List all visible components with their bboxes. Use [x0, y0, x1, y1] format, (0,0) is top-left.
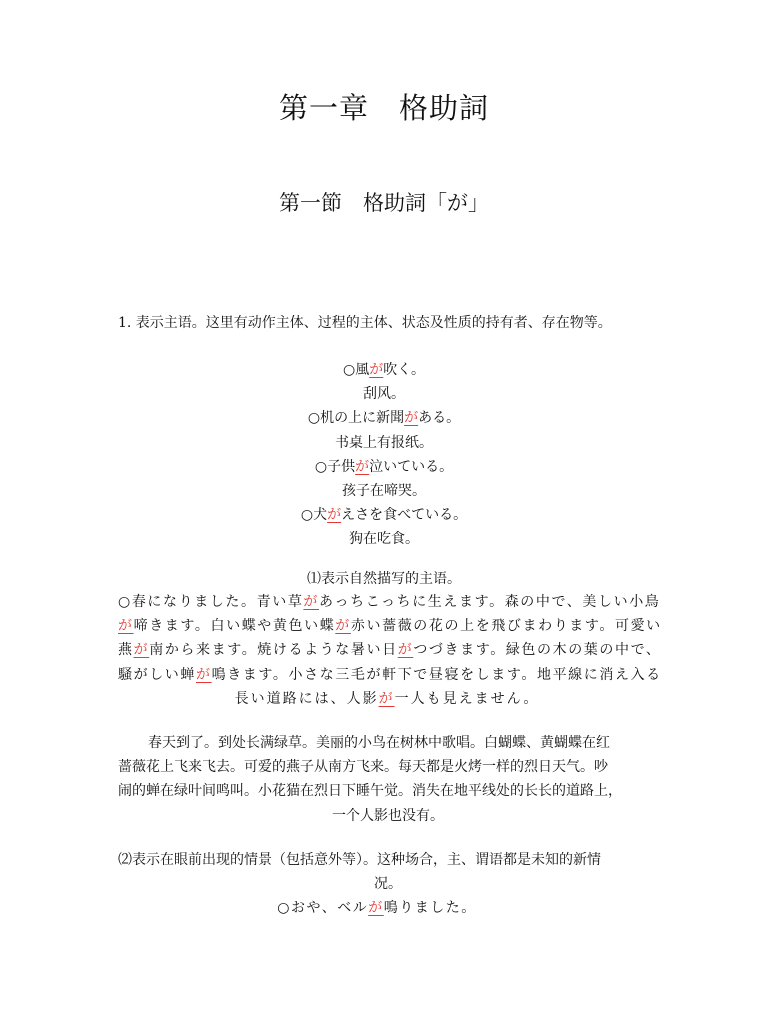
example-zh: 刮风。 [363, 386, 405, 403]
ga-particle: が [397, 642, 414, 659]
passage-line: ○春になりました。青い草があっちこっちに生えます。森の中で、美しい小鳥 [118, 594, 661, 610]
example-zh: 狗在吃食。 [349, 531, 419, 548]
example-ja: ○おや、ベルが鳴りました。 [277, 900, 477, 917]
ga-particle: が [327, 507, 342, 524]
example-list [0, 358, 768, 552]
passage-line: 長い道路には、人影が一人も見えません。 [234, 690, 540, 707]
passage-line: 騒がしい蝉が鳴きます。小さな三毛が軒下で昼寝をします。地平線に消え入る [118, 666, 662, 683]
ga-particle: が [368, 900, 384, 917]
example-ja: ○机の上に新聞がある。 [307, 410, 461, 427]
point-2-text-cont: 况。 [374, 876, 402, 893]
point-2-block [118, 848, 658, 921]
passage-line: が啼きます。白い蝶や黄色い蝶が赤い薔薇の花の上を飛びまわります。可愛い [118, 618, 662, 635]
ga-particle: が [118, 618, 134, 635]
section-title: 第一節 格助詞「が」 [279, 191, 489, 215]
chinese-translation [118, 731, 658, 828]
ga-particle: が [378, 690, 395, 707]
ga-particle: が [303, 594, 320, 610]
example-ja: ○犬がえさを食べている。 [300, 507, 468, 524]
point-1-text: 1. 表示主语。这里有动作主体、过程的主体、状态及性质的持有者、存在物等。 [118, 315, 612, 331]
example-ja: ○子供が泣いている。 [314, 458, 454, 475]
ga-particle: が [404, 410, 419, 427]
sub-heading-1: ⑴表示自然描写的主语。 [307, 571, 461, 587]
chapter-title: 第一章 格助詞 [278, 91, 489, 125]
ga-particle: が [133, 642, 150, 659]
translation-line: 闹的蝉在绿叶间鸣叫。小花猫在烈日下睡午觉。消失在地平线处的长长的道路上， [118, 783, 622, 800]
translation-line: 一个人影也没有。 [332, 807, 444, 824]
translation-line: 蔷薇花上飞来飞去。可爱的燕子从南方飞来。每天都是火烤一样的烈日天气。吵 [118, 759, 608, 776]
ga-particle: が [369, 362, 384, 378]
passage-line: 燕が南から来ます。焼けるような暑い日がつづきます。緑色の木の葉の中で、 [118, 642, 662, 659]
ga-particle: が [196, 666, 212, 683]
ga-particle: が [335, 618, 351, 635]
ga-particle: が [355, 458, 370, 475]
example-zh: 孩子在啼哭。 [342, 483, 426, 500]
japanese-passage [118, 590, 662, 711]
point-2-text: ⑵表示在眼前出现的情景（包括意外等）。这种场合，主、谓语都是未知的新情 [118, 852, 601, 868]
example-ja: ○風が吹く。 [343, 362, 425, 378]
example-zh: 书桌上有报纸。 [335, 434, 433, 451]
translation-line: 春天到了。到处长满绿草。美丽的小鸟在树林中歌唱。白蝴蝶、黄蝴蝶在红 [148, 735, 610, 751]
